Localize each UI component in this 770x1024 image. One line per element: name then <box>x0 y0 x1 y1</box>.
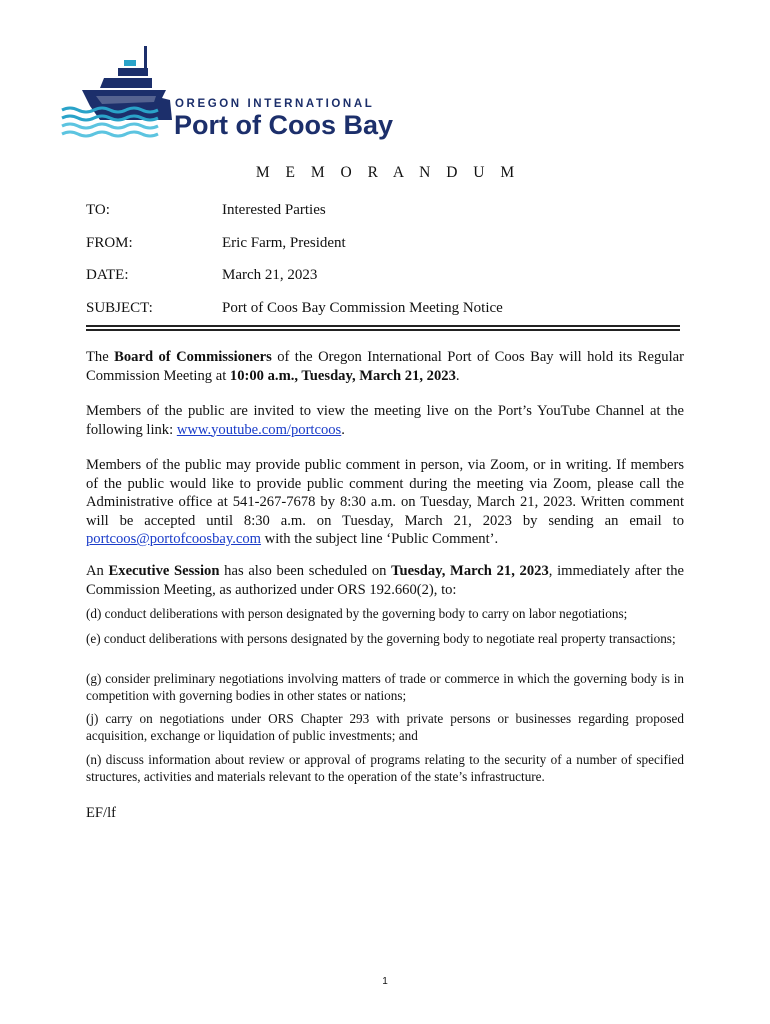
initials: EF/lf <box>86 805 116 821</box>
page-number: 1 <box>382 976 388 987</box>
header-rule-bottom <box>86 329 680 331</box>
logo-wave-3 <box>62 124 158 128</box>
to-label: TO: <box>86 202 110 218</box>
logo-cabin <box>100 78 152 88</box>
paragraph-executive-session: An Executive Session has also been scheduled on Tuesday, March 21, 2023, immediately after the Commission Meeting, as authorized under ORS 192.660(2), to: <box>86 563 684 598</box>
logo-line2: Port of Coos Bay <box>174 110 394 140</box>
to-value: Interested Parties <box>222 202 326 218</box>
youtube-link[interactable]: www.youtube.com/portcoos <box>176 421 342 438</box>
date-label: DATE: <box>86 267 129 283</box>
paragraph-meeting: The Board of Commissioners of the Oregon International Port of Coos Bay will hold its Regular Commission Meeting at 10:00 a.m., Tuesday, March 21, 2023. <box>86 349 684 384</box>
board-of-commissioners: Board of Commissioners <box>114 349 272 365</box>
meeting-datetime: 10:00 a.m., Tuesday, March 21, 2023 <box>229 367 456 384</box>
logo-cabin-top <box>118 68 148 76</box>
list-item: (n) discuss information about review or approval of programs relating to the security of a number of specified structures, activities and materials relevant to the operation of the state’s infrastructure. <box>86 752 684 784</box>
email-link[interactable]: portcoos@portofcoosbay.com <box>86 531 262 547</box>
paragraph-youtube: Members of the public are invited to view the meeting live on the Port’s YouTube Channel at the following link: www.youtube.com/portcoos. <box>86 403 684 438</box>
list-item: (e) conduct deliberations with persons designated by the governing body to negotiate real property transactions; <box>86 631 676 646</box>
list-item: (j) carry on negotiations under ORS Chapter 293 with private persons or businesses regarding proposed acquisition, exchange or liquidation of public investments; and <box>86 711 684 743</box>
list-item: (g) consider preliminary negotiations involving matters of trade or commerce in which the governing body is in competition with governing bodies in other states or nations; <box>86 671 684 703</box>
header-rule-top <box>86 325 680 327</box>
memo-title: M E M O R A N D U M <box>255 164 521 181</box>
logo-wave-4 <box>62 132 158 136</box>
list-item: (d) conduct deliberations with person designated by the governing body to carry on labor negotiations; <box>86 606 628 621</box>
subject-label: SUBJECT: <box>86 300 153 316</box>
from-value: Eric Farm, President <box>222 235 346 251</box>
executive-session: Executive Session <box>108 563 220 579</box>
date-value: March 21, 2023 <box>222 267 318 283</box>
logo-hull <box>82 90 172 120</box>
executive-session-date: Tuesday, March 21, 2023 <box>391 563 549 579</box>
paragraph-public-comment: Members of the public may provide public comment in person, via Zoom, or in writing. If members of the public would like to provide public comment during the meeting via Zoom, please call the Administrative office at 541-267-7678 by 8:30 a.m. on Tuesday, March 21, 2023. Written comment will be accepted until 8:30 a.m. on Tuesday, March 21, 2023 by sending an email to portcoos@portofcoosbay.com with the subject line ‘Public Comment’. <box>86 457 684 547</box>
from-label: FROM: <box>86 235 133 251</box>
logo-flag <box>124 60 136 66</box>
subject-value: Port of Coos Bay Commission Meeting Notice <box>222 300 503 316</box>
logo-line1: OREGON INTERNATIONAL <box>175 98 375 110</box>
